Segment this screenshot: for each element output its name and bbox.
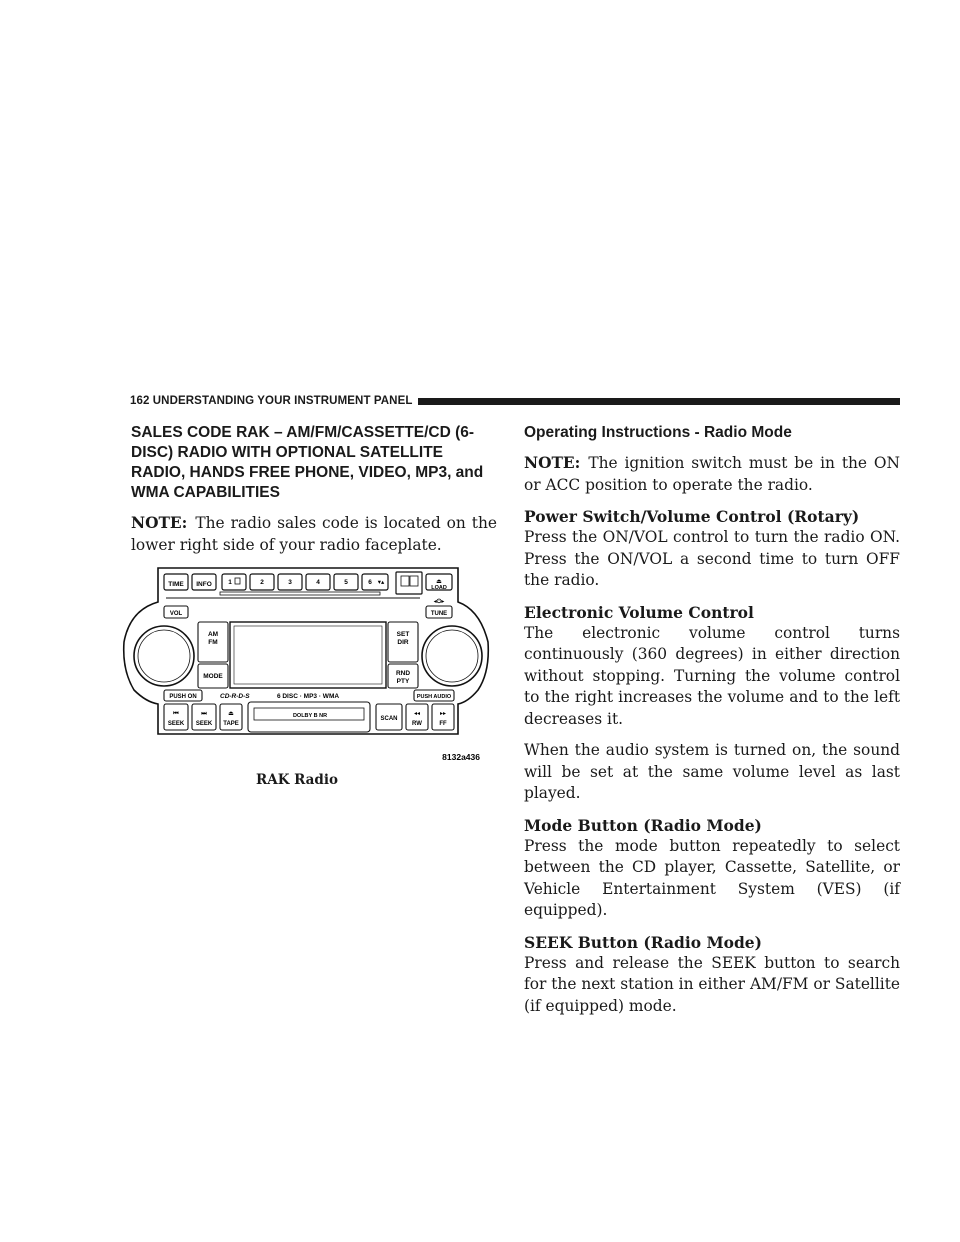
tune-knob	[422, 626, 482, 686]
preset-1-button	[222, 574, 246, 590]
ignition-note	[524, 453, 900, 496]
power-switch-text: Press the ON/VOL control to turn the radio ON. Press the ON/VOL a second time to turn OFF the radio.	[524, 528, 900, 589]
set-label: SET	[396, 631, 410, 638]
right-column	[524, 423, 900, 1017]
note-label: NOTE:	[131, 514, 188, 532]
preset-1-label: 1	[228, 579, 232, 586]
power-switch-heading: Power Switch/Volume Control (Rotary)	[524, 507, 860, 526]
left-column	[131, 423, 497, 556]
ff-label: FF	[439, 721, 447, 727]
preset-3-label: 3	[288, 579, 292, 586]
preset-2-label: 2	[260, 579, 264, 586]
preset-6-label: 6	[368, 579, 372, 586]
time-label: TIME	[168, 581, 184, 588]
vol-label: VOL	[169, 611, 183, 617]
seek-button-text: Press and release the SEEK button to search for the next station in either AM/FM or Satellite (if equipped) mode.	[524, 953, 900, 1015]
volume-knob	[134, 626, 194, 686]
cd-rds-logo: CD-R-D-S	[220, 693, 250, 700]
note-text: The radio sales code is located on the lower right side of your radio faceplate.	[131, 514, 497, 554]
load-label: LOAD	[431, 585, 447, 591]
mode-button-text: Press the mode button repeatedly to select between the CD player, Cassette, Satellite, or Vehicle Entertainment System (VES) (if equipped).	[524, 836, 900, 919]
fm-label: FM	[208, 639, 218, 646]
seek-forward-label: SEEK	[195, 721, 213, 727]
rak-radio-illustration	[120, 562, 490, 768]
operating-instructions-title: Operating Instructions - Radio Mode	[524, 424, 792, 441]
note-label-right: NOTE:	[524, 454, 581, 472]
radio-display	[230, 622, 386, 688]
eject-icon: ⏏	[436, 579, 442, 585]
mode-button-heading: Mode Button (Radio Mode)	[524, 815, 762, 835]
fast-forward-icon: ▸▸	[439, 711, 447, 717]
cd-slot	[220, 592, 380, 595]
dir-label: DIR	[397, 639, 409, 646]
section-title-rak: SALES CODE RAK – AM/FM/CASSETTE/CD (6-DISC) RADIO WITH OPTIONAL SATELLITE RADIO, HANDS FREE PHONE, VIDEO, MP3, and WMA CAPABILITIES	[131, 424, 484, 501]
dolby-label: DOLBY B NR	[292, 713, 328, 719]
tape-eject-icon: ⏏	[228, 711, 234, 717]
header-rule	[418, 398, 900, 405]
volume-memory-text: When the audio system is turned on, the sound will be set at the same volume level as last played.	[524, 741, 900, 802]
ignition-note-text: The ignition switch must be in the ON or ACC position to operate the radio.	[524, 454, 900, 494]
pty-label: PTY	[396, 678, 410, 685]
rewind-icon: ◂◂	[413, 711, 421, 717]
page-header	[130, 393, 900, 409]
tape-label: TAPE	[223, 721, 239, 727]
preset-5-label: 5	[344, 579, 348, 586]
rw-label: RW	[412, 721, 422, 727]
figure-code: 8132a436	[442, 752, 480, 762]
arrows-glyph: ▾▴	[377, 579, 385, 586]
volume-control-text: The electronic volume control turns continuously (360 degrees) in either direction without stopping. Turning the volume control to the right increases the volume and to the left decreases it.	[524, 623, 900, 728]
seek-button-heading: SEEK Button (Radio Mode)	[524, 932, 762, 952]
power-icon: ◂⏻▸	[433, 599, 445, 605]
note-paragraph	[131, 513, 497, 556]
volume-control-heading: Electronic Volume Control	[524, 602, 754, 622]
disc-mp3-wma-label: 6 DISC · MP3 · WMA	[276, 693, 340, 700]
scan-label: SCAN	[380, 716, 398, 722]
seek-back-label: SEEK	[167, 721, 185, 727]
rnd-label: RND	[395, 670, 411, 677]
info-label: INFO	[196, 581, 212, 588]
seek-forward-icon: ⏭	[201, 711, 207, 717]
seek-back-icon: ⏮	[173, 711, 179, 717]
tune-label: TUNE	[430, 611, 448, 617]
am-label: AM	[207, 631, 219, 638]
push-audio-label: PUSH AUDIO	[416, 694, 452, 700]
figure-caption: RAK Radio	[256, 772, 338, 788]
push-on-label: PUSH ON	[169, 694, 197, 700]
preset-4-label: 4	[316, 579, 320, 586]
mode-label: MODE	[203, 673, 223, 680]
page-number-label: 162 UNDERSTANDING YOUR INSTRUMENT PANEL	[130, 395, 413, 407]
